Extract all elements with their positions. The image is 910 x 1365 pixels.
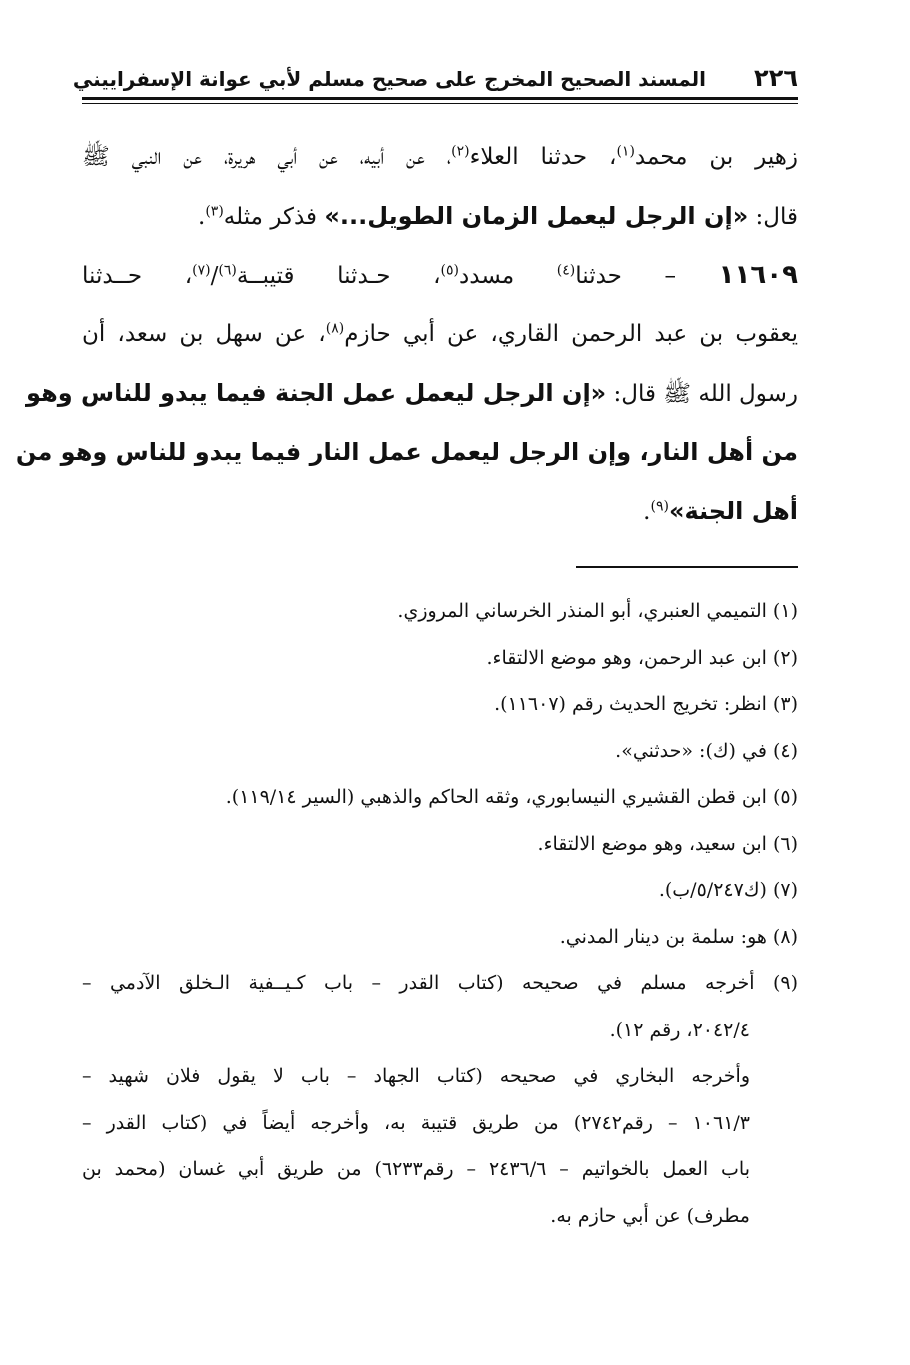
main-line-3 [82, 246, 798, 305]
main-text [15, 128, 799, 541]
hadith-quote: من أهل النار، وإن الرجل ليعمل عمل النار فيما يبدو للناس وهو من [15, 438, 798, 466]
footnote-ref-4: (٤) [556, 262, 576, 279]
hadith-number: ١١٦٠٩ [718, 260, 798, 290]
footnote-9-line-1: (٩) أخرجه مسلم في صحيحه (كتاب القدر – باب كـيــفية الـخلق الآدمي – [82, 972, 798, 994]
text-run: يعقوب بن عبد الرحمن القاري، عن أبي حازم [344, 321, 798, 347]
page-number: ٢٢٦ [754, 64, 798, 92]
footnote-9-line-3: وأخرجه البخاري في صحيحه (كتاب الجهاد – باب لا يقول فلان شهيد – [82, 1065, 750, 1087]
text-run: ، حدثنا العلاء [469, 144, 617, 170]
footnote-6: (٦) ابن سعيد، وهو موضع الالتقاء. [537, 832, 798, 855]
footnote-ref-1: (١) [616, 143, 635, 160]
footnotes [82, 588, 798, 1239]
text-run: قال: [748, 204, 798, 230]
main-line-6 [15, 423, 798, 482]
text-run: – حدثنا [575, 263, 719, 289]
footnote-5: (٥) ابن قطن القشيري النيسابوري، وثقه الحاكم والذهبي (السير ١١٩/١٤). [225, 786, 798, 808]
hadith-quote: «إن الرجل ليعمل الزمان الطويل...» [324, 202, 749, 230]
footnote-ref-3: (٣) [205, 203, 224, 220]
footnote-9-line-5: باب العمل بالخواتيم – ٢٤٣٦/٦ – رقم٦٢٣٣) من طريق أبي غسان (محمد بن [82, 1158, 750, 1180]
text-run: فذكر مثله [223, 204, 325, 230]
footnote-ref-5: (٥) [440, 262, 459, 279]
footnote-ref-6: (٦) [218, 262, 237, 279]
running-title: المسند الصحيح المخرج على صحيح مسلم لأبي عوانة الإسفراييني [72, 67, 706, 91]
footnote-ref-8: (٨) [325, 320, 345, 337]
footnote-ref-9: (٩) [650, 498, 669, 515]
main-line-7 [82, 482, 798, 541]
footnote-ref-2: (٢) [451, 143, 470, 160]
text-run: زهير بن محمد [634, 144, 799, 170]
header-rule-thick [82, 97, 798, 100]
hadith-quote: «إن الرجل ليعمل عمل الجنة فيما يبدو للناس وهو [26, 379, 607, 407]
running-header [72, 58, 798, 96]
hadith-quote: أهل الجنة» [668, 497, 798, 525]
main-line-2 [82, 187, 798, 246]
text-run: ، عن أبيه، عن أبي هريرة، عن النبي ﷺ [82, 144, 452, 170]
footnote-7: (٧) (ك٥/٢٤٧/ب). [658, 879, 798, 901]
main-line-5 [26, 364, 798, 423]
footnote-9-line-4: ١٠٦١/٣ – رقم٢٧٤٢) من طريق قتيبة به، وأخرجه أيضاً في (كتاب القدر – [82, 1111, 751, 1134]
footnote-ref-7: (٧) [192, 262, 211, 279]
text-run: ، حــدثنا [82, 263, 193, 289]
main-line-1 [82, 128, 798, 187]
footnote-3: (٣) انظر: تخريج الحديث رقم (١١٦٠٧). [494, 693, 798, 715]
footnote-1: (١) التميمي العنبري، أبو المنذر الخرساني المروزي. [397, 600, 798, 622]
text-run: مسدد [459, 263, 557, 289]
footnote-2: (٢) ابن عبد الرحمن، وهو موضع الالتقاء. [486, 646, 798, 669]
main-line-4 [82, 305, 798, 364]
footnote-9-line-6: مطرف) عن أبي حازم به. [550, 1204, 750, 1227]
footnote-4: (٤) في (ك): «حدثني». [615, 739, 798, 762]
header-rule-thin [82, 103, 798, 104]
text-run: رسول الله ﷺ قال: [606, 381, 798, 407]
text-run: . [198, 204, 206, 230]
text-run: / [210, 263, 219, 289]
footnote-9-line-2: ٢٠٤٢/٤، رقم ١٢). [609, 1018, 750, 1041]
text-run: . [643, 499, 651, 525]
text-run: ، عن سهل بن سعد، أن [82, 321, 326, 347]
text-run: ، حـدثنا قتيبــة [236, 263, 441, 289]
footnote-8: (٨) هو: سلمة بن دينار المدني. [559, 925, 798, 948]
footnote-separator [576, 566, 798, 568]
